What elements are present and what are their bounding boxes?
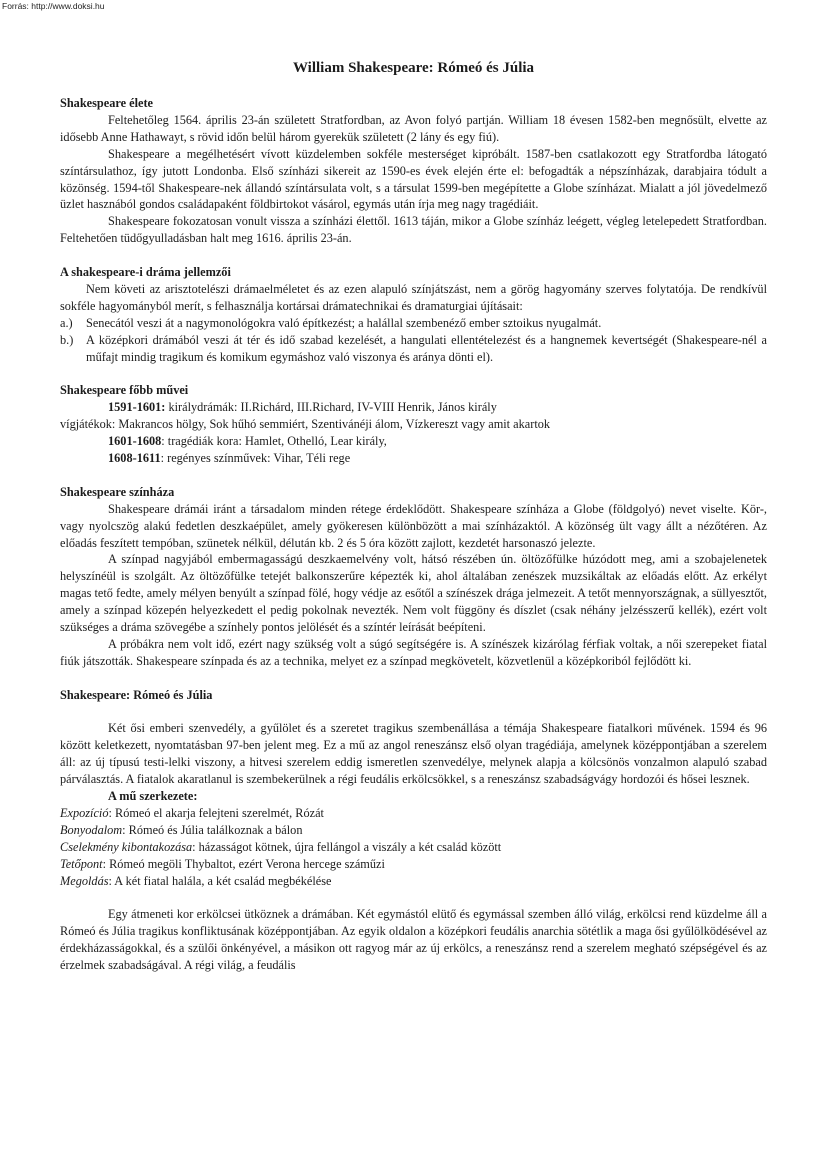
paragraph: A próbákra nem volt idő, ezért nagy szükség volt a súgó segítségére is. A színészek kizárólag férfiak voltak, a női szerepeket fiatal fiúk játszották. Shakespeare színpada és az a technika, melyet ez a színpad megkövetelt, közvetlenül a középkoriból fejlődött ki. — [60, 636, 767, 668]
paragraph: Két ősi emberi szenvedély, a gyűlölet és a szeretet tragikus szembenállása a témája Shakespeare fiatalkori művének. 1594 és 96 között keletkezett, nyomtatásban 97-ben jelent meg. Ez a mű az angol reneszánsz első olyan tragédiája, amelynek középpontjában a szerelem áll: az új típusú testi-lelki viszony, a hitvesi szerelem eddig ismeretlen szenvedélye, melynek alapja a kölcsönös vonzalmon alapuló szabad párválasztás. A fiatalok akaratlanul is szembekerülnek a régi feudális erkölcsökkel, s a reneszánsz szabadságvágy hordozói és hősei lesznek. — [60, 721, 767, 787]
structure-text: : A két fiatal halála, a két család megbékélése — [108, 873, 332, 888]
structure-label: Megoldás — [60, 873, 109, 888]
page-title: William Shakespeare: Rómeó és Júlia — [292, 60, 535, 76]
section-heading-life: Shakespeare élete — [60, 96, 154, 110]
structure-label: Cselekmény kibontakozása — [60, 839, 193, 854]
list-text: A középkori drámából veszi át tér és idő szabad kezelését, a hangulati ellentételezést és a hangnemek kevertségét (Shakespeare-nél a műfajt mindig tragikum és komikum egymáshoz való viszonya és aránya dönti el). — [86, 332, 767, 364]
list-item — [60, 332, 767, 366]
structure-item — [60, 805, 767, 822]
paragraph: Shakespeare a megélhetésért vívott küzdelemben sokféle mesterséget kipróbált. 1587-ben csatlakozott egy Stratfordba látogató színtársulathoz, így jutott Londonba. Első színházi sikereit az 1590-es évek elején érte el: befogadták a népszínházak, darabjaira tódult a közönség. 1594-től Shakespeare-nek állandó színtársulata volt, s a társulat 1599-ben megépítette a Globe színházat. Mialatt a jól jövedelmező üzlet hasznából gondos családapaként földbirtokot vásárol, egymás után írja meg nagy tragédiáit. — [60, 146, 767, 212]
paragraph: Feltehetőleg 1564. április 23-án született Stratfordban, az Avon folyó partján. William 18 évesen 1582-ben megnősült, elvette az idősebb Anne Hathawayt, s rövid időn belül három gyerekük született (2 lány és egy fiú). — [60, 112, 767, 144]
works-text: királydrámák: II.Richárd, III.Richard, IV-VIII Henrik, János király — [165, 400, 497, 415]
list-marker: a.) — [60, 315, 73, 330]
period-label: 1608-1611 — [108, 451, 161, 465]
list-marker: b.) — [60, 332, 74, 347]
structure-text: : Rómeó megöli Thybaltot, ezért Verona hercege száműzi — [102, 856, 385, 871]
structure-heading: A mű szerkezete: — [108, 789, 198, 804]
period-label: 1601-1608 — [108, 434, 162, 449]
structure-text: : Rómeó el akarja felejteni szerelmét, Rózát — [108, 805, 324, 820]
works-line — [60, 450, 767, 467]
section-heading-romeo: Shakespeare: Rómeó és Júlia — [60, 687, 213, 702]
paragraph: A színpad nagyjából embermagasságú deszkaemelvény volt, hátsó részében ún. öltözőfülke húzódott meg, ami a szobajelenetek helyszínéül is szolgált. Az öltözőfülke tetejét balkonszerűre képezték ki, ahol általában zenészek muzsikáltak az előadás előtt. Az erkélyt magas tető fedte, amely mélyen benyúlt a színpad fölé, hogy védje az esőtől a színészek drága jelmezeit. A tetőt mennyországnak, a süllyesztőt, amely a színpad közepén helyezkedett el pedig pokolnak nevezték. Nem volt függöny és díszlet (csak néhány jelzésszerű kellék), ezért volt szükséges a dráma szövegébe a színhely pontos jelölését és a színtér leírását beépíteni. — [60, 552, 767, 635]
works-text: : tragédiák kora: Hamlet, Othelló, Lear király, — [161, 434, 387, 449]
structure-text: : Rómeó és Júlia találkoznak a bálon — [122, 822, 303, 837]
structure-item — [60, 839, 767, 856]
works-line — [60, 433, 767, 450]
works-line — [60, 399, 767, 416]
structure-label: Tetőpont — [60, 856, 103, 871]
structure-label: Bonyodalom — [60, 822, 123, 837]
section-heading-works: Shakespeare főbb művei — [60, 383, 189, 398]
structure-item — [60, 873, 767, 890]
source-url: Forrás: http://www.doksi.hu — [2, 1, 105, 11]
list-item — [60, 315, 767, 332]
structure-item — [60, 822, 767, 839]
list-text: Senecától veszi át a nagymonológokra való építkezést; a halállal szembenéző ember sztoikus nyugalmát. — [86, 315, 602, 330]
paragraph: Nem követi az arisztotelészi drámaelméletet és az ezen alapuló színjátszást, nem a görög hagyomány szerves folytatója. De rendkívül sokféle hagyományból merít, s felhasználja kortársai drámatechnikai és dramaturgiai újításait: — [60, 281, 767, 313]
period-label: 1591-1601: — [108, 400, 166, 415]
structure-text: : házasságot kötnek, újra fellángol a viszály a két család között — [192, 839, 502, 854]
paragraph: Shakespeare fokozatosan vonult vissza a színházi élettől. 1613 táján, mikor a Globe színház leégett, végleg letelepedett Stratfordban. Feltehetően tüdőgyulladásban halt meg 1616. április 23-án. — [60, 214, 767, 246]
structure-item — [60, 856, 767, 873]
works-text: : regényes színművek: Vihar, Téli rege — [160, 451, 351, 465]
paragraph: Shakespeare drámái iránt a társadalom minden rétege érdeklődött. Shakespeare színháza a Globe (földgolyó) nevet viselte. Kör-, vagy nyolcszög alakú fedetlen deszkaépület, amely gyökeresen különbözött a mai színházaktól. A közönség ült vagy állt a nézőtéren. Az előadás feszített tempóban, szünetek nélkül, délután kb. 2 és 5 óra között zajlott, kezdetét harsonaszó jelezte. — [60, 501, 767, 550]
paragraph: Egy átmeneti kor erkölcsei ütköznek a drámában. Két egymástól elütő és egymással szemben álló világ, erkölcsi rend küzdelme áll a Rómeó és Júlia tragikus konfliktusának középpontjában. Az egyik oldalon a középkori feudális anarchia sötétlik a maga ősi gyűlölködésével az érdekházasságokkal, és a szülői önkényével, a másikon ott ragyog már az új erkölcs, a reneszánsz rend a szerelem megható szépségével és az érzelmek szabadságával. A régi világ, a feudális — [60, 907, 767, 973]
document-page — [60, 58, 767, 974]
section-heading-theatre: Shakespeare színháza — [60, 484, 175, 499]
section-heading-drama: A shakespeare-i dráma jellemzői — [60, 265, 231, 280]
works-line: vígjátékok: Makrancos hölgy, Sok hűhó semmiért, Szentivánéji álom, Vízkereszt vagy amit akartok — [60, 417, 551, 432]
structure-label: Expozíció — [60, 805, 109, 820]
